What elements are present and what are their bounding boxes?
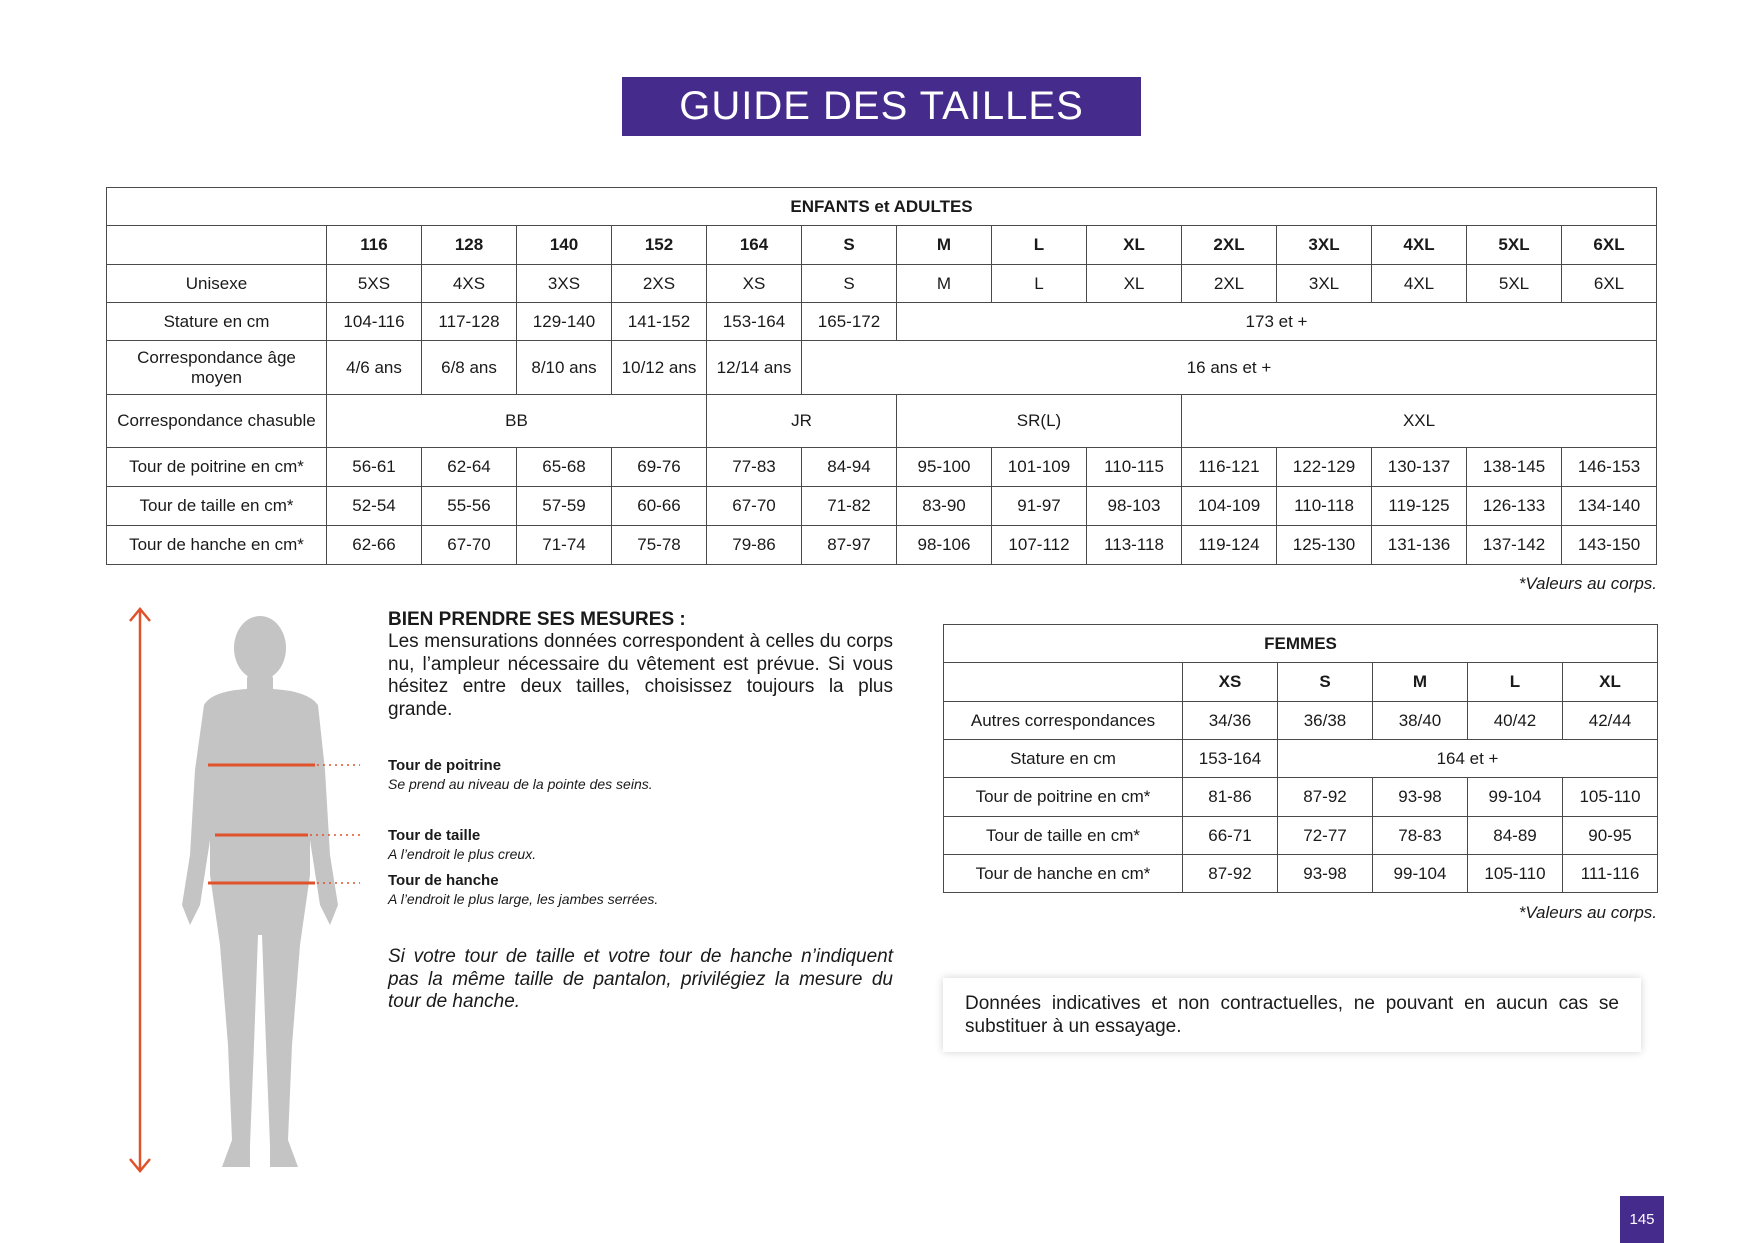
table-cell: 87-92	[1278, 778, 1373, 817]
row-label-age: Correspondance âge moyen	[107, 341, 327, 395]
callout-desc: Se prend au niveau de la pointe des seins.	[388, 776, 653, 792]
table-cell-merged: BB	[327, 395, 707, 448]
table-cell: 72-77	[1278, 817, 1373, 855]
table-cell: 83-90	[897, 487, 992, 526]
table-cell: 57-59	[517, 487, 612, 526]
table-cell: 77-83	[707, 448, 802, 487]
table-cell: 10/12 ans	[612, 341, 707, 395]
table-cell: 56-61	[327, 448, 422, 487]
size-header: 5XL	[1467, 226, 1562, 265]
table-cell: 93-98	[1278, 855, 1373, 893]
table-cell: 141-152	[612, 303, 707, 341]
table-cell: 4XL	[1372, 265, 1467, 303]
size-header: M	[1373, 663, 1468, 702]
table-cell: 4/6 ans	[327, 341, 422, 395]
row-label-hanche: Tour de hanche en cm*	[944, 855, 1183, 893]
table-cell: 2XS	[612, 265, 707, 303]
main-table-footnote: *Valeurs au corps.	[1518, 574, 1657, 593]
table-cell: 62-64	[422, 448, 517, 487]
size-header: 2XL	[1182, 226, 1277, 265]
table-cell: 87-97	[802, 526, 897, 565]
table-cell: 165-172	[802, 303, 897, 341]
row-label-chasuble: Correspondance chasuble	[107, 395, 327, 448]
disclaimer-box: Données indicatives et non contractuelles, ne pouvant en aucun cas se substituer à un essayage.	[943, 978, 1641, 1052]
table-cell: 60-66	[612, 487, 707, 526]
callout-title: Tour de taille	[388, 827, 481, 844]
row-label-poitrine: Tour de poitrine en cm*	[107, 448, 327, 487]
table-cell: 93-98	[1373, 778, 1468, 817]
table-cell: 153-164	[1183, 740, 1278, 778]
size-header: XL	[1563, 663, 1658, 702]
table-cell: 91-97	[992, 487, 1087, 526]
table-cell: 143-150	[1562, 526, 1657, 565]
row-label-autres: Autres correspondances	[944, 702, 1183, 740]
table-cell: 126-133	[1467, 487, 1562, 526]
callout-desc: A l’endroit le plus creux.	[388, 846, 537, 862]
row-label-unisexe: Unisexe	[107, 265, 327, 303]
table-cell-merged: XXL	[1182, 395, 1657, 448]
human-silhouette-icon	[182, 616, 338, 1167]
empty-header-cell	[107, 226, 327, 265]
size-header: 164	[707, 226, 802, 265]
table-cell: 99-104	[1468, 778, 1563, 817]
callout-desc: A l’endroit le plus large, les jambes serrées.	[388, 891, 659, 907]
table-cell: 130-137	[1372, 448, 1467, 487]
table-cell: 5XS	[327, 265, 422, 303]
size-header: L	[1468, 663, 1563, 702]
table-cell: 104-116	[327, 303, 422, 341]
table-cell: 104-109	[1182, 487, 1277, 526]
callout-title: Tour de hanche	[388, 872, 499, 889]
table-cell: 69-76	[612, 448, 707, 487]
size-header: 152	[612, 226, 707, 265]
page-number: 145	[1620, 1196, 1664, 1243]
size-header: 3XL	[1277, 226, 1372, 265]
table-cell: 6XL	[1562, 265, 1657, 303]
table-cell: 3XL	[1277, 265, 1372, 303]
size-header: XS	[1183, 663, 1278, 702]
row-label-stature: Stature en cm	[107, 303, 327, 341]
table-cell: 98-106	[897, 526, 992, 565]
table-cell: 67-70	[707, 487, 802, 526]
measure-instructions-title: BIEN PRENDRE SES MESURES :	[388, 609, 686, 630]
table-cell: 116-121	[1182, 448, 1277, 487]
table-cell-merged: SR(L)	[897, 395, 1182, 448]
table-cell: 113-118	[1087, 526, 1182, 565]
table-cell: S	[802, 265, 897, 303]
table-cell: 153-164	[707, 303, 802, 341]
table-cell: M	[897, 265, 992, 303]
table-cell: 4XS	[422, 265, 517, 303]
femmes-table-caption: FEMMES	[944, 625, 1658, 663]
table-cell: 42/44	[1563, 702, 1658, 740]
size-header: 116	[327, 226, 422, 265]
table-cell: 129-140	[517, 303, 612, 341]
table-cell: 2XL	[1182, 265, 1277, 303]
table-cell: 38/40	[1373, 702, 1468, 740]
table-cell: 134-140	[1562, 487, 1657, 526]
table-cell: 119-125	[1372, 487, 1467, 526]
table-cell: 107-112	[992, 526, 1087, 565]
table-cell: 105-110	[1468, 855, 1563, 893]
table-cell: 99-104	[1373, 855, 1468, 893]
callout-poitrine	[388, 757, 653, 793]
table-cell: 110-118	[1277, 487, 1372, 526]
table-cell: 78-83	[1373, 817, 1468, 855]
table-cell: 75-78	[612, 526, 707, 565]
table-cell: 95-100	[897, 448, 992, 487]
femmes-size-table	[943, 624, 1658, 893]
table-cell: 90-95	[1563, 817, 1658, 855]
table-cell: 125-130	[1277, 526, 1372, 565]
main-table-caption: ENFANTS et ADULTES	[107, 188, 1657, 226]
table-cell: 36/38	[1278, 702, 1373, 740]
table-cell: 101-109	[992, 448, 1087, 487]
table-cell: 34/36	[1183, 702, 1278, 740]
table-cell: 84-89	[1468, 817, 1563, 855]
measure-instructions	[388, 608, 893, 721]
row-label-hanche: Tour de hanche en cm*	[107, 526, 327, 565]
table-cell: 52-54	[327, 487, 422, 526]
table-cell: XL	[1087, 265, 1182, 303]
table-cell: 67-70	[422, 526, 517, 565]
row-label-stature: Stature en cm	[944, 740, 1183, 778]
size-header: 128	[422, 226, 517, 265]
hip-advice-text: Si votre tour de taille et votre tour de hanche n’indiquent pas la même taille de pantalon, privilégiez la mesure du tour de hanche.	[388, 946, 893, 1012]
empty-header-cell	[944, 663, 1183, 702]
table-cell: 117-128	[422, 303, 517, 341]
table-cell: 138-145	[1467, 448, 1562, 487]
table-cell: 111-116	[1563, 855, 1658, 893]
table-cell: 6/8 ans	[422, 341, 517, 395]
table-cell: 5XL	[1467, 265, 1562, 303]
table-cell: 71-74	[517, 526, 612, 565]
table-cell: 3XS	[517, 265, 612, 303]
table-cell: 131-136	[1372, 526, 1467, 565]
body-silhouette-figure	[120, 605, 360, 1185]
size-header: 4XL	[1372, 226, 1467, 265]
size-header: 6XL	[1562, 226, 1657, 265]
table-cell: 8/10 ans	[517, 341, 612, 395]
row-label-poitrine: Tour de poitrine en cm*	[944, 778, 1183, 817]
table-cell: 79-86	[707, 526, 802, 565]
table-cell: 137-142	[1467, 526, 1562, 565]
table-cell: L	[992, 265, 1087, 303]
table-cell-merged: JR	[707, 395, 897, 448]
main-size-table	[106, 187, 1657, 565]
height-arrow-icon	[130, 609, 150, 1171]
table-cell: 122-129	[1277, 448, 1372, 487]
size-header: S	[1278, 663, 1373, 702]
table-cell: 110-115	[1087, 448, 1182, 487]
table-cell: 65-68	[517, 448, 612, 487]
femmes-table-footnote: *Valeurs au corps.	[1518, 903, 1657, 922]
table-cell: 71-82	[802, 487, 897, 526]
page-title: GUIDE DES TAILLES	[622, 77, 1141, 136]
size-header: 140	[517, 226, 612, 265]
size-header: L	[992, 226, 1087, 265]
table-cell: 84-94	[802, 448, 897, 487]
callout-hanche	[388, 872, 658, 908]
size-header: XL	[1087, 226, 1182, 265]
measure-instructions-text: Les mensurations données correspondent à celles du corps nu, l’ampleur nécessaire du vêtement est prévue. Si vous hésitez entre deux tailles, choisissez toujours la plus grande.	[388, 631, 893, 720]
callout-taille	[388, 827, 536, 863]
size-header: M	[897, 226, 992, 265]
table-cell: 119-124	[1182, 526, 1277, 565]
row-label-taille: Tour de taille en cm*	[944, 817, 1183, 855]
table-cell: 146-153	[1562, 448, 1657, 487]
table-cell: 87-92	[1183, 855, 1278, 893]
row-label-taille: Tour de taille en cm*	[107, 487, 327, 526]
table-cell: 40/42	[1468, 702, 1563, 740]
table-cell-merged: 164 et +	[1278, 740, 1658, 778]
callout-title: Tour de poitrine	[388, 757, 502, 774]
table-cell-merged: 16 ans et +	[802, 341, 1657, 395]
table-cell-merged: 173 et +	[897, 303, 1657, 341]
table-cell: 12/14 ans	[707, 341, 802, 395]
table-cell: 66-71	[1183, 817, 1278, 855]
table-cell: 105-110	[1563, 778, 1658, 817]
table-cell: 62-66	[327, 526, 422, 565]
table-cell: 98-103	[1087, 487, 1182, 526]
table-cell: 81-86	[1183, 778, 1278, 817]
size-header: S	[802, 226, 897, 265]
table-cell: XS	[707, 265, 802, 303]
table-cell: 55-56	[422, 487, 517, 526]
